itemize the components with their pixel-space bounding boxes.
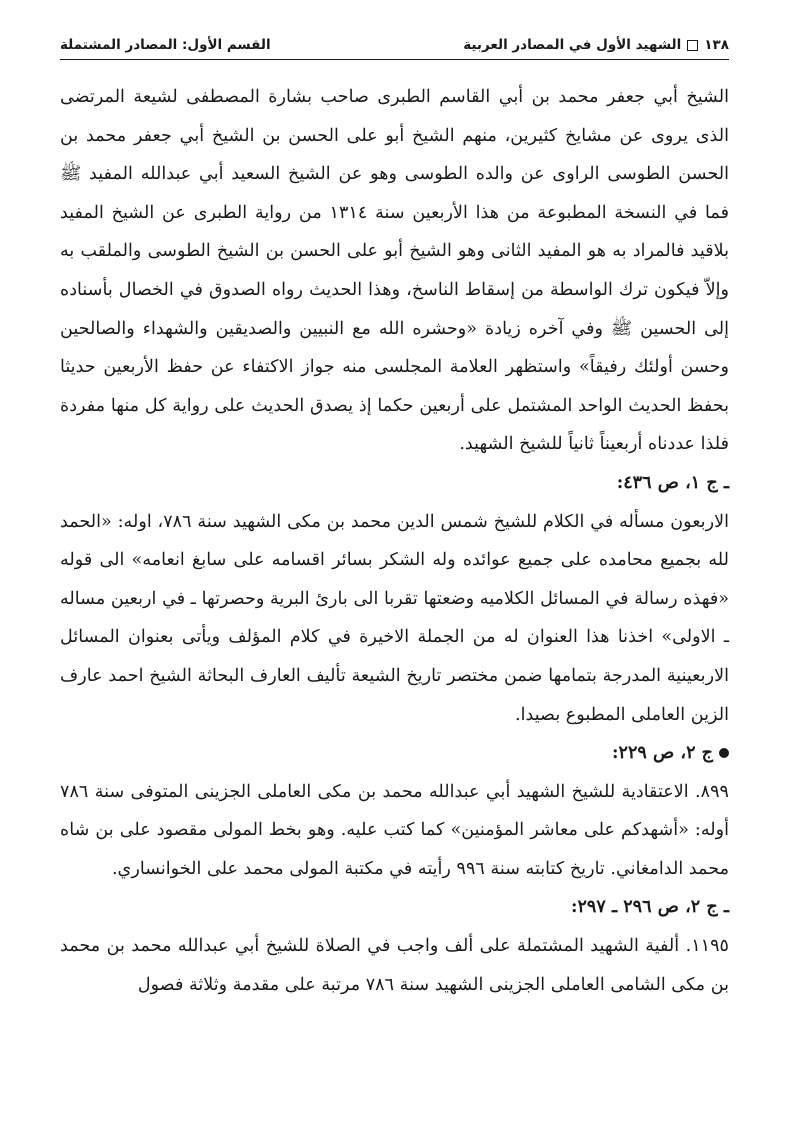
running-header [60, 34, 729, 56]
header-left-group [463, 37, 729, 53]
reference-line [60, 734, 729, 773]
reference-line: ـ ج ١، ص ٤٣٦: [616, 471, 729, 493]
bullet-icon [719, 748, 729, 758]
square-ornament-icon [687, 40, 698, 51]
paragraph: ١١٩٥. ألفية الشهيد المشتملة على ألف واجب في الصلاة للشيخ أبي عبدالله محمد بن محمد بن مكى الشامى العاملى الجزينى الشهيد سنة ٧٨٦ مرتبة على مقدمة وثلاثة فصول [60, 936, 729, 995]
paragraph: الاربعون مسأله في الكلام للشيخ شمس الدين محمد بن مكى الشهيد سنة ٧٨٦، اوله: «الحمد لله بجميع محامده على جميع عوائده وله الشكر بسائر اقسامه على سابغ انعامه» الى قوله «فهذه رسالة في المسائل الكلاميه وضعتها تقربا الى بارئ البرية وحصرتها ـ في اربعين مساله ـ الاولى» اخذنا هذا العنوان له من الجملة الاخيرة في كلام المؤلف ويأتى بعنوان المسائل الاربعينية المدرجة بتمامها ضمن مختصر تاريخ الشيعة تأليف العارف البحاثة الشيخ احمد عارف الزين العاملى المطبوع بصيدا. [60, 511, 730, 725]
reference-line: ـ ج ٢، ص ٢٩٦ ـ ٢٩٧: [570, 896, 729, 918]
page-number: ١٣٨ [704, 37, 729, 53]
book-title: الشهيد الأول في المصادر العربية [463, 37, 682, 53]
section-title: القسم الأول: المصادر المشتملة [60, 37, 271, 53]
reference-text: ج ٢، ص ٢٢٩: [612, 742, 713, 764]
page-body [60, 78, 729, 1004]
paragraph: ٨٩٩. الاعتقادية للشيخ الشهيد أبي عبدالله محمد بن مكى العاملى الجزينى المتوفى سنة ٧٨٦ أوله: «أشهدكم على معاشر المؤمنين» كما كتب عليه. وهو بخط المولى مقصود على بن شاه محمد الدامغاني. تاريخ كتابته سنة ٩٩٦ رأيته في مكتبة المولى محمد على الخوانساري. [60, 781, 729, 879]
paragraph: الشيخ أبي جعفر محمد بن أبي القاسم الطبرى صاحب بشارة المصطفى لشيعة المرتضى الذى يروى عن مشايخ كثيرين، منهم الشيخ أبو على الحسن بن الشيخ أبي جعفر محمد بن الحسن الطوسى الراوى عن والده الطوسى وهو عن الشيخ السعيد أبي عبدالله المفيد ﷺ فما في النسخة المطبوعة من هذا الأربعين سنة ١٣١٤ من رواية الطبرى عن الشيخ المفيد بلاقيد فالمراد به هو المفيد الثانى وهو الشيخ أبو على الحسن بن الشيخ الطوسى والملقب به وإلاّ فيكون ترك الواسطة من إسقاط الناسخ، وهذا الحديث رواه الصدوق في الخصال بأسناده إلى الحسين ﷺ وفي آخره زيادة «وحشره الله مع النبيين والصديقين والشهداء والصالحين وحسن أولئك رفيقاً» واستظهر العلامة المجلسى منه جواز الاكتفاء عن حفظ الأربعين حديثا بحفظ الحديث الواحد المشتمل على أربعين حكما إذ يصدق الحديث على رواية كل منها مفردة فلذا عددناه أربعيناً ثانياً للشيخ الشهيد. [60, 87, 730, 455]
header-rule [60, 59, 729, 60]
